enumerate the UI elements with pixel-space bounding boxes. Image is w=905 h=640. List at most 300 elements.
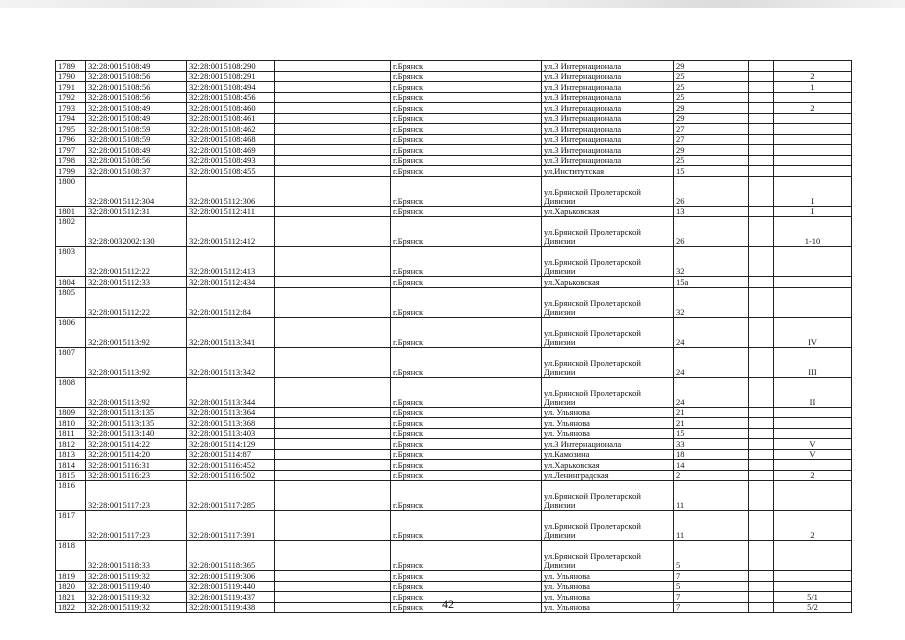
city-cell: г.Брянск (391, 407, 542, 418)
city-cell: г.Брянск (391, 581, 542, 592)
house-cell: 29 (674, 61, 749, 72)
apartment-cell (774, 134, 852, 145)
row-number-cell: 1801 (56, 206, 86, 217)
row-number-cell: 1791 (56, 82, 86, 93)
apartment-cell: 5/1 (774, 592, 852, 603)
parcel-number-cell: 32:28:0015117:23 (86, 511, 187, 541)
empty-cell (275, 134, 391, 145)
house-cell: 24 (674, 347, 749, 377)
table-row (56, 82, 852, 93)
street-cell: ул. Ульянова (542, 418, 674, 429)
apartment-cell: 2 (774, 511, 852, 541)
property-number-cell: 32:28:0015117:391 (187, 511, 275, 541)
apartment-cell: I (774, 206, 852, 217)
city-cell: г.Брянск (391, 217, 542, 247)
empty-cell (749, 439, 774, 450)
house-cell: 24 (674, 317, 749, 347)
table-row (56, 511, 852, 541)
city-cell: г.Брянск (391, 460, 542, 471)
apartment-cell (774, 247, 852, 277)
row-number-cell: 1815 (56, 470, 86, 481)
empty-cell (275, 277, 391, 288)
table-row (56, 124, 852, 135)
street-cell: ул.Брянской Пролетарской Дивизии (542, 347, 674, 377)
city-cell: г.Брянск (391, 92, 542, 103)
house-cell: 7 (674, 592, 749, 603)
empty-cell (749, 113, 774, 124)
table-row (56, 449, 852, 460)
parcel-number-cell: 32:28:0015118:33 (86, 541, 187, 571)
empty-cell (275, 541, 391, 571)
house-cell: 27 (674, 124, 749, 135)
parcel-number-cell: 32:28:0015108:56 (86, 155, 187, 166)
empty-cell (749, 103, 774, 114)
parcel-number-cell: 32:28:0032002:130 (86, 217, 187, 247)
empty-cell (749, 470, 774, 481)
city-cell: г.Брянск (391, 166, 542, 177)
house-cell: 32 (674, 287, 749, 317)
property-number-cell: 32:28:0015108:469 (187, 145, 275, 156)
parcel-number-cell: 32:28:0015112:22 (86, 247, 187, 277)
empty-cell (275, 347, 391, 377)
property-number-cell: 32:28:0015113:344 (187, 377, 275, 407)
city-cell: г.Брянск (391, 511, 542, 541)
empty-cell (749, 134, 774, 145)
city-cell: г.Брянск (391, 206, 542, 217)
row-number-cell: 1793 (56, 103, 86, 114)
empty-cell (749, 317, 774, 347)
parcel-number-cell: 32:28:0015119:32 (86, 571, 187, 582)
city-cell: г.Брянск (391, 82, 542, 93)
parcel-number-cell: 32:28:0015108:56 (86, 82, 187, 93)
city-cell: г.Брянск (391, 71, 542, 82)
parcel-number-cell: 32:28:0015114:20 (86, 449, 187, 460)
property-number-cell: 32:28:0015108:291 (187, 71, 275, 82)
house-cell: 25 (674, 71, 749, 82)
apartment-cell (774, 61, 852, 72)
empty-cell (749, 277, 774, 288)
row-number-cell: 1807 (56, 347, 86, 377)
parcel-number-cell: 32:28:0015108:49 (86, 145, 187, 156)
row-number-cell: 1806 (56, 317, 86, 347)
property-number-cell: 32:28:0015112:84 (187, 287, 275, 317)
house-cell: 27 (674, 134, 749, 145)
empty-cell (749, 541, 774, 571)
city-cell: г.Брянск (391, 145, 542, 156)
parcel-number-cell: 32:28:0015119:32 (86, 592, 187, 603)
street-cell: ул.3 Интернационала (542, 71, 674, 82)
row-number-cell: 1821 (56, 592, 86, 603)
house-cell: 26 (674, 176, 749, 206)
house-cell: 5 (674, 541, 749, 571)
table-row (56, 439, 852, 450)
apartment-cell (774, 155, 852, 166)
apartment-cell (774, 581, 852, 592)
empty-cell (275, 428, 391, 439)
street-cell: ул.Брянской Пролетарской Дивизии (542, 511, 674, 541)
street-cell: ул.3 Интернационала (542, 134, 674, 145)
empty-cell (749, 407, 774, 418)
property-number-cell: 32:28:0015108:462 (187, 124, 275, 135)
row-number-cell: 1800 (56, 176, 86, 206)
empty-cell (275, 439, 391, 450)
parcel-number-cell: 32:28:0015113:135 (86, 407, 187, 418)
city-cell: г.Брянск (391, 277, 542, 288)
row-number-cell: 1809 (56, 407, 86, 418)
property-number-cell: 32:28:0015113:364 (187, 407, 275, 418)
empty-cell (749, 61, 774, 72)
table-row (56, 92, 852, 103)
table-row (56, 541, 852, 571)
property-number-cell: 32:28:0015108:460 (187, 103, 275, 114)
empty-cell (749, 176, 774, 206)
street-cell: ул.Брянской Пролетарской Дивизии (542, 481, 674, 511)
street-cell: ул.3 Интернационала (542, 61, 674, 72)
empty-cell (275, 407, 391, 418)
property-number-cell: 32:28:0015116:502 (187, 470, 275, 481)
empty-cell (749, 592, 774, 603)
empty-cell (275, 124, 391, 135)
table-row (56, 277, 852, 288)
table-row (56, 155, 852, 166)
parcel-number-cell: 32:28:0015113:140 (86, 428, 187, 439)
empty-cell (275, 71, 391, 82)
house-cell: 13 (674, 206, 749, 217)
property-number-cell: 32:28:0015113:341 (187, 317, 275, 347)
table-row (56, 287, 852, 317)
city-cell: г.Брянск (391, 113, 542, 124)
table-row (56, 407, 852, 418)
empty-cell (749, 460, 774, 471)
parcel-number-cell: 32:28:0015112:304 (86, 176, 187, 206)
property-number-cell: 32:28:0015112:412 (187, 217, 275, 247)
apartment-cell (774, 428, 852, 439)
property-number-cell: 32:28:0015113:342 (187, 347, 275, 377)
property-number-cell: 32:28:0015119:306 (187, 571, 275, 582)
empty-cell (749, 449, 774, 460)
property-number-cell: 32:28:0015118:365 (187, 541, 275, 571)
property-number-cell: 32:28:0015108:468 (187, 134, 275, 145)
empty-cell (749, 418, 774, 429)
city-cell: г.Брянск (391, 481, 542, 511)
table-row (56, 571, 852, 582)
row-number-cell: 1797 (56, 145, 86, 156)
city-cell: г.Брянск (391, 470, 542, 481)
apartment-cell: V (774, 439, 852, 450)
table-row (56, 217, 852, 247)
page-number: 42 (442, 597, 454, 611)
apartment-cell: II (774, 377, 852, 407)
row-number-cell: 1810 (56, 418, 86, 429)
apartment-cell: 1-10 (774, 217, 852, 247)
row-number-cell: 1822 (56, 602, 86, 613)
empty-cell (749, 82, 774, 93)
table-row (56, 206, 852, 217)
house-cell: 15 (674, 166, 749, 177)
house-cell: 21 (674, 407, 749, 418)
row-number-cell: 1805 (56, 287, 86, 317)
table-row (56, 581, 852, 592)
row-number-cell: 1816 (56, 481, 86, 511)
apartment-cell (774, 277, 852, 288)
street-cell: ул. Ульянова (542, 581, 674, 592)
empty-cell (749, 92, 774, 103)
empty-cell (749, 166, 774, 177)
apartment-cell: 5/2 (774, 602, 852, 613)
table-row (56, 247, 852, 277)
city-cell: г.Брянск (391, 592, 542, 603)
house-cell: 25 (674, 82, 749, 93)
apartment-cell (774, 481, 852, 511)
property-number-cell: 32:28:0015114:129 (187, 439, 275, 450)
apartment-cell (774, 460, 852, 471)
parcel-number-cell: 32:28:0015116:23 (86, 470, 187, 481)
street-cell: ул.Институтская (542, 166, 674, 177)
house-cell: 18 (674, 449, 749, 460)
street-cell: ул.Харьковская (542, 460, 674, 471)
table-row (56, 145, 852, 156)
city-cell: г.Брянск (391, 377, 542, 407)
apartment-cell: V (774, 449, 852, 460)
register-table-body (56, 61, 852, 613)
street-cell: ул.Брянской Пролетарской Дивизии (542, 287, 674, 317)
city-cell: г.Брянск (391, 61, 542, 72)
empty-cell (275, 206, 391, 217)
property-number-cell: 32:28:0015112:413 (187, 247, 275, 277)
house-cell: 11 (674, 511, 749, 541)
table-row (56, 481, 852, 511)
parcel-number-cell: 32:28:0015113:135 (86, 418, 187, 429)
apartment-cell: IV (774, 317, 852, 347)
apartment-cell (774, 124, 852, 135)
apartment-cell (774, 541, 852, 571)
apartment-cell: I (774, 176, 852, 206)
row-number-cell: 1796 (56, 134, 86, 145)
street-cell: ул. Ульянова (542, 592, 674, 603)
empty-cell (275, 317, 391, 347)
house-cell: 11 (674, 481, 749, 511)
apartment-cell: 2 (774, 103, 852, 114)
empty-cell (275, 82, 391, 93)
apartment-cell (774, 145, 852, 156)
empty-cell (749, 571, 774, 582)
street-cell: ул.3 Интернационала (542, 145, 674, 156)
empty-cell (749, 206, 774, 217)
street-cell: ул.Брянской Пролетарской Дивизии (542, 317, 674, 347)
empty-cell (275, 247, 391, 277)
parcel-number-cell: 32:28:0015108:37 (86, 166, 187, 177)
table-row (56, 103, 852, 114)
parcel-number-cell: 32:28:0015108:56 (86, 71, 187, 82)
property-number-cell: 32:28:0015112:434 (187, 277, 275, 288)
street-cell: ул.Ленинградская (542, 470, 674, 481)
table-row (56, 347, 852, 377)
apartment-cell: 2 (774, 71, 852, 82)
empty-cell (749, 287, 774, 317)
parcel-number-cell: 32:28:0015112:22 (86, 287, 187, 317)
table-row (56, 317, 852, 347)
row-number-cell: 1790 (56, 71, 86, 82)
city-cell: г.Брянск (391, 124, 542, 135)
house-cell: 15а (674, 277, 749, 288)
parcel-number-cell: 32:28:0015112:31 (86, 206, 187, 217)
house-cell: 14 (674, 460, 749, 471)
table-row (56, 61, 852, 72)
empty-cell (275, 511, 391, 541)
empty-cell (749, 155, 774, 166)
street-cell: ул. Ульянова (542, 571, 674, 582)
street-cell: ул. Ульянова (542, 428, 674, 439)
street-cell: ул.Камозина (542, 449, 674, 460)
table-row (56, 134, 852, 145)
street-cell: ул.Брянской Пролетарской Дивизии (542, 541, 674, 571)
city-cell: г.Брянск (391, 347, 542, 377)
empty-cell (275, 377, 391, 407)
empty-cell (275, 155, 391, 166)
street-cell: ул.3 Интернационала (542, 92, 674, 103)
row-number-cell: 1792 (56, 92, 86, 103)
city-cell: г.Брянск (391, 602, 542, 613)
empty-cell (275, 217, 391, 247)
parcel-number-cell: 32:28:0015108:59 (86, 134, 187, 145)
apartment-cell (774, 418, 852, 429)
property-number-cell: 32:28:0015117:285 (187, 481, 275, 511)
city-cell: г.Брянск (391, 439, 542, 450)
property-number-cell: 32:28:0015114:87 (187, 449, 275, 460)
row-number-cell: 1808 (56, 377, 86, 407)
apartment-cell (774, 407, 852, 418)
empty-cell (749, 602, 774, 613)
property-number-cell: 32:28:0015108:493 (187, 155, 275, 166)
city-cell: г.Брянск (391, 134, 542, 145)
street-cell: ул.3 Интернационала (542, 124, 674, 135)
house-cell: 29 (674, 103, 749, 114)
parcel-number-cell: 32:28:0015119:32 (86, 602, 187, 613)
empty-cell (275, 470, 391, 481)
apartment-cell: 1 (774, 82, 852, 93)
empty-cell (749, 377, 774, 407)
house-cell: 21 (674, 418, 749, 429)
property-number-cell: 32:28:0015108:461 (187, 113, 275, 124)
apartment-cell (774, 113, 852, 124)
property-number-cell: 32:28:0015119:437 (187, 592, 275, 603)
apartment-cell: 2 (774, 470, 852, 481)
row-number-cell: 1812 (56, 439, 86, 450)
property-number-cell: 32:28:0015113:403 (187, 428, 275, 439)
row-number-cell: 1804 (56, 277, 86, 288)
row-number-cell: 1789 (56, 61, 86, 72)
city-cell: г.Брянск (391, 541, 542, 571)
city-cell: г.Брянск (391, 103, 542, 114)
empty-cell (275, 176, 391, 206)
street-cell: ул.Брянской Пролетарской Дивизии (542, 247, 674, 277)
house-cell: 25 (674, 155, 749, 166)
street-cell: ул.Брянской Пролетарской Дивизии (542, 176, 674, 206)
empty-cell (749, 217, 774, 247)
empty-cell (275, 571, 391, 582)
street-cell: ул.Брянской Пролетарской Дивизии (542, 217, 674, 247)
house-cell: 32 (674, 247, 749, 277)
row-number-cell: 1802 (56, 217, 86, 247)
row-number-cell: 1817 (56, 511, 86, 541)
row-number-cell: 1813 (56, 449, 86, 460)
empty-cell (749, 481, 774, 511)
empty-cell (275, 449, 391, 460)
empty-cell (749, 247, 774, 277)
city-cell: г.Брянск (391, 449, 542, 460)
empty-cell (749, 145, 774, 156)
parcel-number-cell: 32:28:0015114:22 (86, 439, 187, 450)
house-cell: 33 (674, 439, 749, 450)
empty-cell (749, 71, 774, 82)
empty-cell (275, 92, 391, 103)
house-cell: 15 (674, 428, 749, 439)
table-row (56, 377, 852, 407)
row-number-cell: 1795 (56, 124, 86, 135)
city-cell: г.Брянск (391, 418, 542, 429)
property-number-cell: 32:28:0015119:440 (187, 581, 275, 592)
city-cell: г.Брянск (391, 155, 542, 166)
parcel-number-cell: 32:28:0015113:92 (86, 317, 187, 347)
parcel-number-cell: 32:28:0015119:40 (86, 581, 187, 592)
parcel-number-cell: 32:28:0015108:49 (86, 103, 187, 114)
row-number-cell: 1820 (56, 581, 86, 592)
property-number-cell: 32:28:0015112:306 (187, 176, 275, 206)
scan-edge-noise (0, 0, 905, 8)
parcel-number-cell: 32:28:0015108:59 (86, 124, 187, 135)
table-row (56, 428, 852, 439)
property-number-cell: 32:28:0015113:368 (187, 418, 275, 429)
street-cell: ул.Харьковская (542, 206, 674, 217)
empty-cell (275, 418, 391, 429)
parcel-number-cell: 32:28:0015108:49 (86, 61, 187, 72)
row-number-cell: 1803 (56, 247, 86, 277)
property-number-cell: 32:28:0015119:438 (187, 602, 275, 613)
apartment-cell (774, 287, 852, 317)
parcel-number-cell: 32:28:0015113:92 (86, 347, 187, 377)
street-cell: ул. Ульянова (542, 407, 674, 418)
street-cell: ул.3 Интернационала (542, 82, 674, 93)
table-row (56, 166, 852, 177)
apartment-cell: III (774, 347, 852, 377)
table-row (56, 113, 852, 124)
row-number-cell: 1818 (56, 541, 86, 571)
property-number-cell: 32:28:0015108:290 (187, 61, 275, 72)
row-number-cell: 1819 (56, 571, 86, 582)
empty-cell (275, 581, 391, 592)
empty-cell (749, 581, 774, 592)
street-cell: ул.3 Интернационала (542, 439, 674, 450)
empty-cell (749, 428, 774, 439)
table-row (56, 176, 852, 206)
row-number-cell: 1799 (56, 166, 86, 177)
apartment-cell (774, 92, 852, 103)
street-cell: ул.3 Интернационала (542, 113, 674, 124)
empty-cell (749, 511, 774, 541)
empty-cell (275, 460, 391, 471)
house-cell: 29 (674, 113, 749, 124)
property-number-cell: 32:28:0015108:456 (187, 92, 275, 103)
parcel-number-cell: 32:28:0015108:56 (86, 92, 187, 103)
house-cell: 24 (674, 377, 749, 407)
empty-cell (275, 166, 391, 177)
table-row (56, 418, 852, 429)
parcel-number-cell: 32:28:0015117:23 (86, 481, 187, 511)
street-cell: ул.Харьковская (542, 277, 674, 288)
register-table (55, 60, 852, 613)
city-cell: г.Брянск (391, 428, 542, 439)
empty-cell (275, 481, 391, 511)
